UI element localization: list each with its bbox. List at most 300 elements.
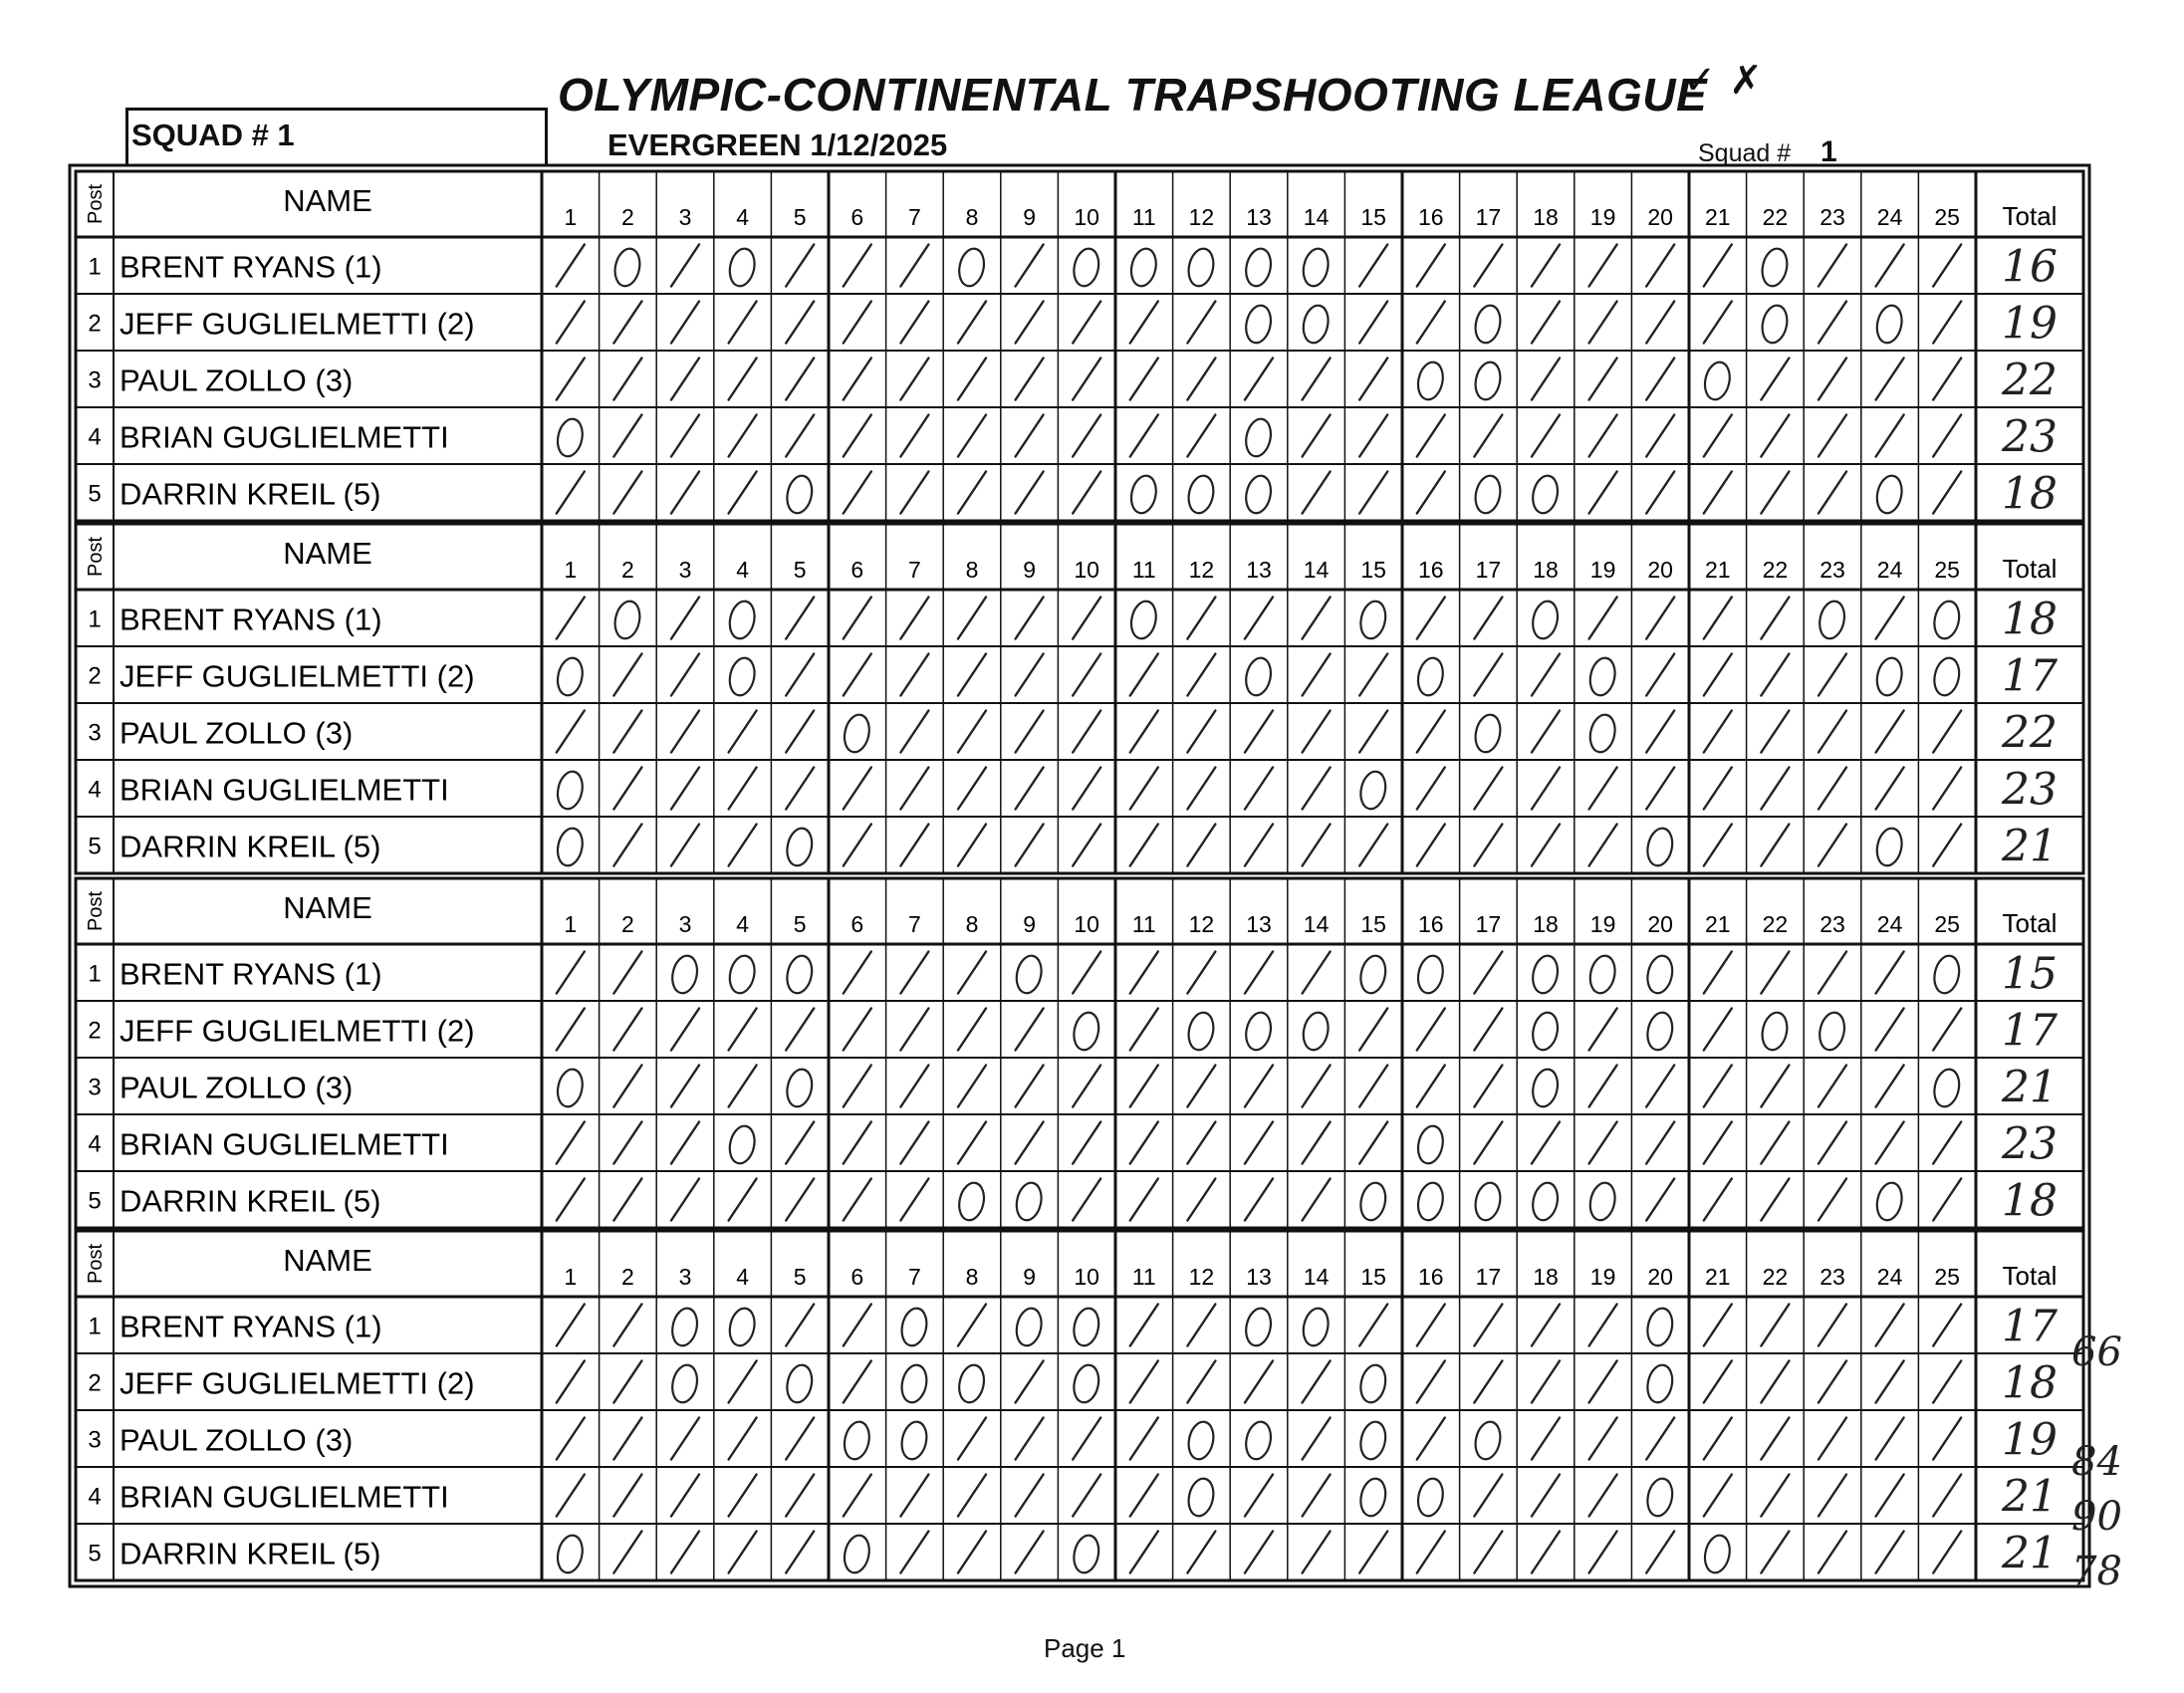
- hit-mark: [1532, 711, 1560, 753]
- hit-mark: [1646, 359, 1674, 400]
- miss-mark: [1128, 473, 1159, 515]
- miss-mark: [1759, 1010, 1790, 1052]
- hit-mark: [1761, 1532, 1789, 1573]
- hit-mark: [557, 359, 585, 400]
- target-number: 4: [736, 557, 749, 583]
- hit-mark: [1359, 1122, 1387, 1164]
- hit-mark: [1359, 359, 1387, 400]
- hit-mark: [786, 1532, 814, 1573]
- hit-mark: [844, 302, 871, 344]
- hit-mark: [786, 1122, 814, 1164]
- target-number: 21: [1705, 911, 1731, 937]
- hit-mark: [1761, 1066, 1789, 1107]
- hit-mark: [1417, 1066, 1445, 1107]
- hit-mark: [844, 245, 871, 287]
- hit-mark: [1532, 302, 1560, 344]
- target-number: 22: [1762, 1264, 1789, 1290]
- post-number: 3: [88, 366, 102, 394]
- hit-mark: [1303, 1122, 1331, 1164]
- miss-mark: [784, 473, 815, 515]
- name-header: NAME: [283, 183, 372, 218]
- hit-mark: [900, 768, 928, 810]
- hit-mark: [1933, 415, 1961, 457]
- miss-mark: [1357, 1476, 1388, 1518]
- hit-mark: [900, 245, 928, 287]
- hit-mark: [1761, 472, 1789, 514]
- post-header: Post: [85, 1243, 107, 1285]
- target-number: 11: [1131, 557, 1156, 583]
- miss-mark: [842, 1533, 872, 1574]
- miss-mark: [669, 953, 700, 995]
- hit-mark: [1819, 415, 1846, 457]
- post-number: 4: [88, 1483, 102, 1511]
- hit-mark: [671, 1122, 699, 1164]
- miss-mark: [1759, 303, 1790, 345]
- hit-mark: [1933, 768, 1961, 810]
- hit-mark: [1303, 654, 1331, 696]
- hit-mark: [786, 654, 814, 696]
- hit-mark: [613, 1305, 641, 1346]
- hit-mark: [1016, 825, 1044, 866]
- target-number: 11: [1131, 911, 1156, 937]
- hit-mark: [1130, 1532, 1158, 1573]
- shooter-name: BRENT RYANS (1): [120, 956, 382, 992]
- row-total: 17: [2002, 650, 2058, 702]
- hit-mark: [1130, 302, 1158, 344]
- hit-mark: [958, 598, 986, 639]
- hit-mark: [1933, 1179, 1961, 1221]
- hit-mark: [1876, 598, 1904, 639]
- hit-mark: [1073, 1122, 1100, 1164]
- target-number: 2: [621, 204, 634, 230]
- hit-mark: [1016, 598, 1044, 639]
- hit-mark: [1819, 1066, 1846, 1107]
- squad-number: 1: [1820, 135, 1837, 168]
- hit-mark: [1130, 1066, 1158, 1107]
- hit-mark: [1303, 598, 1331, 639]
- hit-mark: [1761, 825, 1789, 866]
- hit-mark: [613, 472, 641, 514]
- hit-mark: [1704, 1305, 1732, 1346]
- post-number: 5: [88, 1540, 102, 1568]
- hit-mark: [844, 768, 871, 810]
- post-number: 3: [88, 1074, 102, 1101]
- miss-mark: [1185, 1419, 1216, 1461]
- hit-mark: [1187, 1179, 1215, 1221]
- hit-mark: [1933, 711, 1961, 753]
- hit-mark: [786, 359, 814, 400]
- hit-mark: [1016, 1009, 1044, 1051]
- miss-mark: [726, 246, 757, 288]
- hit-mark: [1761, 654, 1789, 696]
- hit-mark: [1187, 768, 1215, 810]
- hit-mark: [1646, 415, 1674, 457]
- hit-mark: [844, 359, 871, 400]
- hit-mark: [557, 302, 585, 344]
- hit-mark: [1303, 415, 1331, 457]
- hit-mark: [1359, 1066, 1387, 1107]
- target-number: 1: [564, 1264, 578, 1290]
- miss-mark: [956, 1180, 987, 1222]
- hit-mark: [900, 1532, 928, 1573]
- event-title: EVERGREEN 1/12/2025: [607, 127, 948, 162]
- hit-mark: [1819, 654, 1846, 696]
- hit-mark: [844, 1179, 871, 1221]
- hit-mark: [844, 415, 871, 457]
- hit-mark: [1933, 825, 1961, 866]
- hit-mark: [786, 711, 814, 753]
- hit-mark: [1417, 472, 1445, 514]
- miss-mark: [1873, 473, 1904, 515]
- hit-mark: [1187, 598, 1215, 639]
- hit-mark: [1589, 598, 1617, 639]
- row-total: 21: [2002, 1528, 2058, 1579]
- hit-mark: [1933, 1305, 1961, 1346]
- hit-mark: [1819, 952, 1846, 994]
- target-number: 1: [564, 204, 578, 230]
- miss-mark: [1530, 473, 1561, 515]
- hit-mark: [1532, 1122, 1560, 1164]
- miss-mark: [1300, 1010, 1331, 1052]
- miss-mark: [1357, 953, 1388, 995]
- miss-mark: [726, 655, 757, 697]
- hit-mark: [1646, 1418, 1674, 1460]
- hit-mark: [1761, 1418, 1789, 1460]
- hit-mark: [1474, 654, 1502, 696]
- hit-mark: [1876, 1305, 1904, 1346]
- hit-mark: [1417, 1305, 1445, 1346]
- target-number: 24: [1876, 911, 1903, 937]
- hit-mark: [1589, 302, 1617, 344]
- hit-mark: [786, 1418, 814, 1460]
- hit-mark: [613, 825, 641, 866]
- hit-mark: [729, 711, 757, 753]
- target-number: 23: [1820, 557, 1845, 583]
- hit-mark: [958, 711, 986, 753]
- hit-mark: [1589, 1475, 1617, 1517]
- hit-mark: [613, 1009, 641, 1051]
- hit-mark: [1589, 768, 1617, 810]
- target-number: 2: [621, 1264, 634, 1290]
- miss-mark: [1415, 360, 1446, 401]
- hit-mark: [1532, 1418, 1560, 1460]
- post-number: 3: [88, 1426, 102, 1454]
- hit-mark: [844, 1305, 871, 1346]
- hit-mark: [1933, 1475, 1961, 1517]
- hit-mark: [1933, 472, 1961, 514]
- target-number: 12: [1188, 557, 1215, 583]
- miss-mark: [784, 1067, 815, 1108]
- hit-mark: [1819, 1418, 1846, 1460]
- hit-mark: [1130, 359, 1158, 400]
- hit-mark: [1016, 472, 1044, 514]
- target-number: 14: [1303, 557, 1330, 583]
- hit-mark: [1016, 245, 1044, 287]
- hit-mark: [1704, 245, 1732, 287]
- hit-mark: [1876, 1532, 1904, 1573]
- hit-mark: [958, 359, 986, 400]
- hit-mark: [671, 598, 699, 639]
- miss-mark: [842, 1419, 872, 1461]
- target-number: 9: [1023, 1264, 1036, 1290]
- miss-mark: [1128, 599, 1159, 640]
- hit-mark: [1417, 1532, 1445, 1573]
- hit-mark: [1073, 711, 1100, 753]
- target-number: 7: [908, 557, 921, 583]
- hit-mark: [1016, 415, 1044, 457]
- post-number: 1: [88, 1313, 102, 1340]
- hit-mark: [1130, 415, 1158, 457]
- target-number: 5: [793, 911, 807, 937]
- hit-mark: [1187, 302, 1215, 344]
- miss-mark: [726, 1306, 757, 1347]
- target-number: 20: [1647, 911, 1673, 937]
- hit-mark: [1187, 1122, 1215, 1164]
- hit-mark: [671, 1418, 699, 1460]
- miss-mark: [1931, 953, 1962, 995]
- miss-mark: [1644, 1362, 1675, 1404]
- post-number: 2: [88, 1369, 102, 1397]
- miss-mark: [611, 246, 642, 288]
- hit-mark: [613, 415, 641, 457]
- miss-mark: [1931, 1067, 1962, 1108]
- hit-mark: [557, 952, 585, 994]
- hit-mark: [1303, 768, 1331, 810]
- target-number: 22: [1762, 911, 1789, 937]
- hit-mark: [1704, 952, 1732, 994]
- hit-mark: [1187, 1532, 1215, 1573]
- target-number: 8: [965, 204, 979, 230]
- hit-mark: [1761, 598, 1789, 639]
- hit-mark: [1303, 1475, 1331, 1517]
- target-number: 14: [1303, 911, 1330, 937]
- row-total: 18: [2002, 1175, 2058, 1227]
- miss-mark: [1530, 1067, 1561, 1108]
- target-number: 3: [678, 557, 692, 583]
- target-number: 25: [1934, 557, 1960, 583]
- hit-mark: [557, 711, 585, 753]
- hit-mark: [557, 1305, 585, 1346]
- hit-mark: [1359, 825, 1387, 866]
- hit-mark: [613, 1361, 641, 1403]
- hit-mark: [1819, 472, 1846, 514]
- hit-mark: [1819, 302, 1846, 344]
- hit-mark: [1704, 415, 1732, 457]
- miss-mark: [1415, 655, 1446, 697]
- miss-mark: [1243, 416, 1274, 458]
- hit-mark: [1130, 768, 1158, 810]
- miss-mark: [1357, 1362, 1388, 1404]
- hit-mark: [1130, 1305, 1158, 1346]
- miss-mark: [1357, 599, 1388, 640]
- hit-mark: [1417, 1361, 1445, 1403]
- miss-mark: [1185, 1010, 1216, 1052]
- hit-mark: [1819, 1475, 1846, 1517]
- hit-mark: [1819, 1122, 1846, 1164]
- hit-mark: [1073, 1179, 1100, 1221]
- hit-mark: [1933, 359, 1961, 400]
- hit-mark: [1073, 1475, 1100, 1517]
- post-number: 5: [88, 480, 102, 508]
- hit-mark: [1245, 768, 1273, 810]
- miss-mark: [1185, 473, 1216, 515]
- miss-mark: [1415, 1180, 1446, 1222]
- hit-mark: [1303, 1418, 1331, 1460]
- hit-mark: [1359, 711, 1387, 753]
- target-number: 6: [850, 1264, 864, 1290]
- hit-mark: [900, 359, 928, 400]
- shooter-name: JEFF GUGLIELMETTI (2): [120, 1365, 475, 1401]
- margin-total-2: 84: [2071, 1439, 2122, 1485]
- miss-mark: [1530, 1180, 1561, 1222]
- hit-mark: [671, 415, 699, 457]
- hit-mark: [1819, 1532, 1846, 1573]
- hit-mark: [1303, 1532, 1331, 1573]
- hit-mark: [1933, 1532, 1961, 1573]
- target-number: 13: [1246, 204, 1272, 230]
- miss-mark: [555, 769, 586, 811]
- hit-mark: [1589, 1009, 1617, 1051]
- hit-mark: [557, 1361, 585, 1403]
- hit-mark: [1016, 1532, 1044, 1573]
- hit-mark: [1474, 1361, 1502, 1403]
- hit-mark: [1245, 1179, 1273, 1221]
- hit-mark: [1187, 1305, 1215, 1346]
- hit-mark: [671, 359, 699, 400]
- page-number: Page 1: [1044, 1633, 1126, 1663]
- miss-mark: [1586, 712, 1617, 754]
- hit-mark: [613, 1532, 641, 1573]
- hit-mark: [671, 1475, 699, 1517]
- miss-mark: [555, 416, 586, 458]
- miss-mark: [1243, 303, 1274, 345]
- hit-mark: [844, 952, 871, 994]
- hit-mark: [900, 598, 928, 639]
- hit-mark: [1474, 1475, 1502, 1517]
- target-number: 4: [736, 1264, 749, 1290]
- hit-mark: [1589, 1361, 1617, 1403]
- shooter-name: BRENT RYANS (1): [120, 249, 382, 285]
- miss-mark: [1071, 1533, 1101, 1574]
- shooter-name: PAUL ZOLLO (3): [120, 363, 354, 398]
- target-number: 20: [1647, 204, 1673, 230]
- hit-mark: [613, 768, 641, 810]
- hit-mark: [958, 415, 986, 457]
- hit-mark: [671, 1066, 699, 1107]
- hit-mark: [1474, 415, 1502, 457]
- hit-mark: [900, 472, 928, 514]
- hit-mark: [557, 1179, 585, 1221]
- hit-mark: [729, 1009, 757, 1051]
- miss-mark: [1243, 473, 1274, 515]
- hit-mark: [786, 302, 814, 344]
- target-number: 12: [1188, 1264, 1215, 1290]
- hit-mark: [1245, 1122, 1273, 1164]
- miss-mark: [1071, 1306, 1101, 1347]
- hit-mark: [1245, 1475, 1273, 1517]
- miss-mark: [1586, 655, 1617, 697]
- target-number: 24: [1876, 1264, 1903, 1290]
- hit-mark: [1474, 952, 1502, 994]
- hit-mark: [1646, 598, 1674, 639]
- miss-mark: [555, 826, 586, 867]
- hit-mark: [1359, 1532, 1387, 1573]
- hit-mark: [1646, 245, 1674, 287]
- target-number: 1: [564, 911, 578, 937]
- target-number: 17: [1475, 204, 1502, 230]
- hit-mark: [1933, 1361, 1961, 1403]
- miss-mark: [1644, 1010, 1675, 1052]
- hit-mark: [1646, 711, 1674, 753]
- row-total: 16: [2002, 241, 2058, 293]
- target-number: 25: [1934, 911, 1960, 937]
- row-total: 18: [2002, 1357, 2058, 1409]
- target-number: 9: [1023, 204, 1036, 230]
- hit-mark: [1474, 825, 1502, 866]
- hit-mark: [1417, 768, 1445, 810]
- hit-mark: [900, 825, 928, 866]
- target-number: 12: [1188, 204, 1215, 230]
- hit-mark: [613, 1066, 641, 1107]
- hit-mark: [729, 768, 757, 810]
- hit-mark: [1704, 768, 1732, 810]
- miss-mark: [1702, 1533, 1733, 1574]
- hit-mark: [1417, 302, 1445, 344]
- target-number: 24: [1876, 204, 1903, 230]
- target-number: 23: [1820, 1264, 1845, 1290]
- target-number: 6: [850, 557, 864, 583]
- hit-mark: [1704, 1009, 1732, 1051]
- miss-mark: [555, 1533, 586, 1574]
- target-number: 10: [1074, 911, 1099, 937]
- hit-mark: [786, 245, 814, 287]
- target-number: 4: [736, 911, 749, 937]
- hit-mark: [1245, 711, 1273, 753]
- miss-mark: [1873, 1180, 1904, 1222]
- hit-mark: [1130, 1418, 1158, 1460]
- hit-mark: [1073, 1066, 1100, 1107]
- target-number: 10: [1074, 1264, 1099, 1290]
- hit-mark: [1646, 1179, 1674, 1221]
- hit-mark: [1303, 359, 1331, 400]
- target-number: 5: [793, 204, 807, 230]
- miss-mark: [555, 1067, 586, 1108]
- hit-mark: [1303, 711, 1331, 753]
- target-number: 25: [1934, 204, 1960, 230]
- hit-mark: [1589, 1305, 1617, 1346]
- miss-mark: [1013, 1306, 1044, 1347]
- shooter-name: JEFF GUGLIELMETTI (2): [120, 1013, 475, 1049]
- hit-mark: [1761, 952, 1789, 994]
- miss-mark: [1357, 1180, 1388, 1222]
- target-number: 18: [1533, 911, 1559, 937]
- hit-mark: [613, 711, 641, 753]
- target-number: 23: [1820, 204, 1845, 230]
- hit-mark: [786, 1179, 814, 1221]
- hit-mark: [1130, 1361, 1158, 1403]
- target-number: 12: [1188, 911, 1215, 937]
- hit-mark: [1646, 302, 1674, 344]
- target-number: 1: [564, 557, 578, 583]
- hit-mark: [1245, 952, 1273, 994]
- hit-mark: [958, 1418, 986, 1460]
- hit-mark: [729, 302, 757, 344]
- row-total: 22: [2002, 707, 2058, 759]
- miss-mark: [1185, 1476, 1216, 1518]
- miss-mark: [1586, 1180, 1617, 1222]
- hit-mark: [557, 245, 585, 287]
- miss-mark: [1300, 246, 1331, 288]
